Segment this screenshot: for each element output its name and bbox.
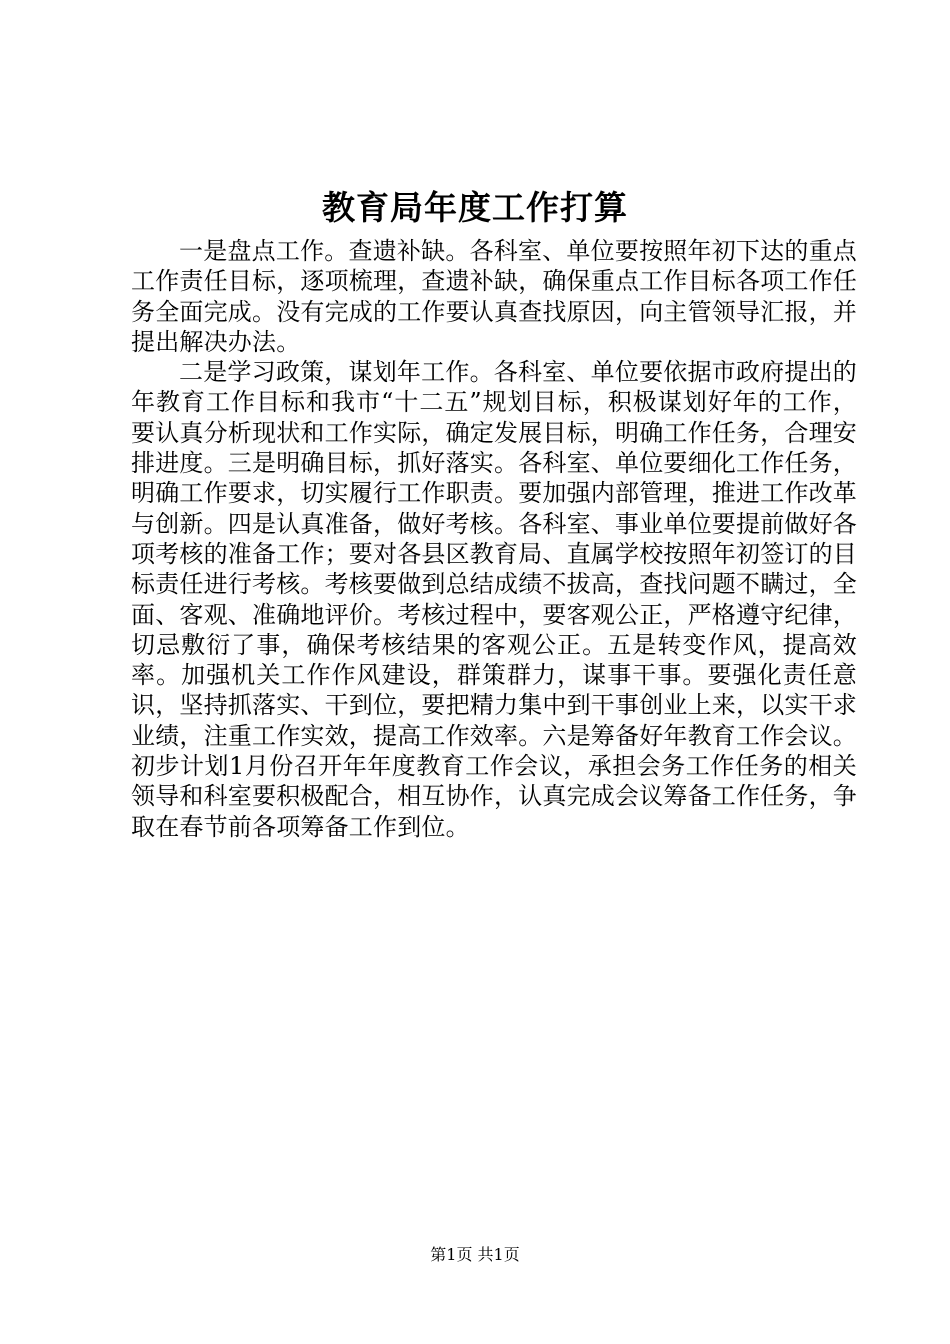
paragraph-2: 二是学习政策，谋划年工作。各科室、单位要依据市政府提出的年教育工作目标和我市“十二五”规划目标，积极谋划好年的工作，要认真分析现状和工作实际，确定发展目标，明确工作任务，合理安排进度。三是明确目标，抓好落实。各科室、单位要细化工作任务，明确工作要求，切实履行工作职责。要加强内部管理，推进工作改革与创新。四是认真准备，做好考核。各科室、事业单位要提前做好各项考核的准备工作；要对各县区教育局、直属学校按照年初签订的目标责任进行考核。考核要做到总结成绩不拔高，查找问题不瞒过，全面、客观、准确地评价。考核过程中，要客观公正，严格遵守纪律，切忌敷衍了事，确保考核结果的客观公正。五是转变作风，提高效率。加强机关工作作风建设，群策群力，谋事干事。要强化责任意识，坚持抓落实、干到位，要把精力集中到干事创业上来，以实干求业绩，注重工作实效，提高工作效率。六是筹备好年教育工作会议。初步计划1月份召开年年度教育工作会议，承担会务工作任务的相关领导和科室要积极配合，相互协作，认真完成会议筹备工作任务，争取在春节前各项筹备工作到位。 xyxy=(131,358,857,841)
page-footer: 第1页 共1页 xyxy=(430,1245,520,1264)
document-title: 教育局年度工作打算 xyxy=(322,188,628,227)
paragraph-1: 一是盘点工作。查遗补缺。各科室、单位要按照年初下达的重点工作责任目标，逐项梳理，查遗补缺，确保重点工作目标各项工作任务全面完成。没有完成的工作要认真查找原因，向主管领导汇报，并提出解决办法。 xyxy=(131,237,857,356)
document-body xyxy=(131,236,857,842)
